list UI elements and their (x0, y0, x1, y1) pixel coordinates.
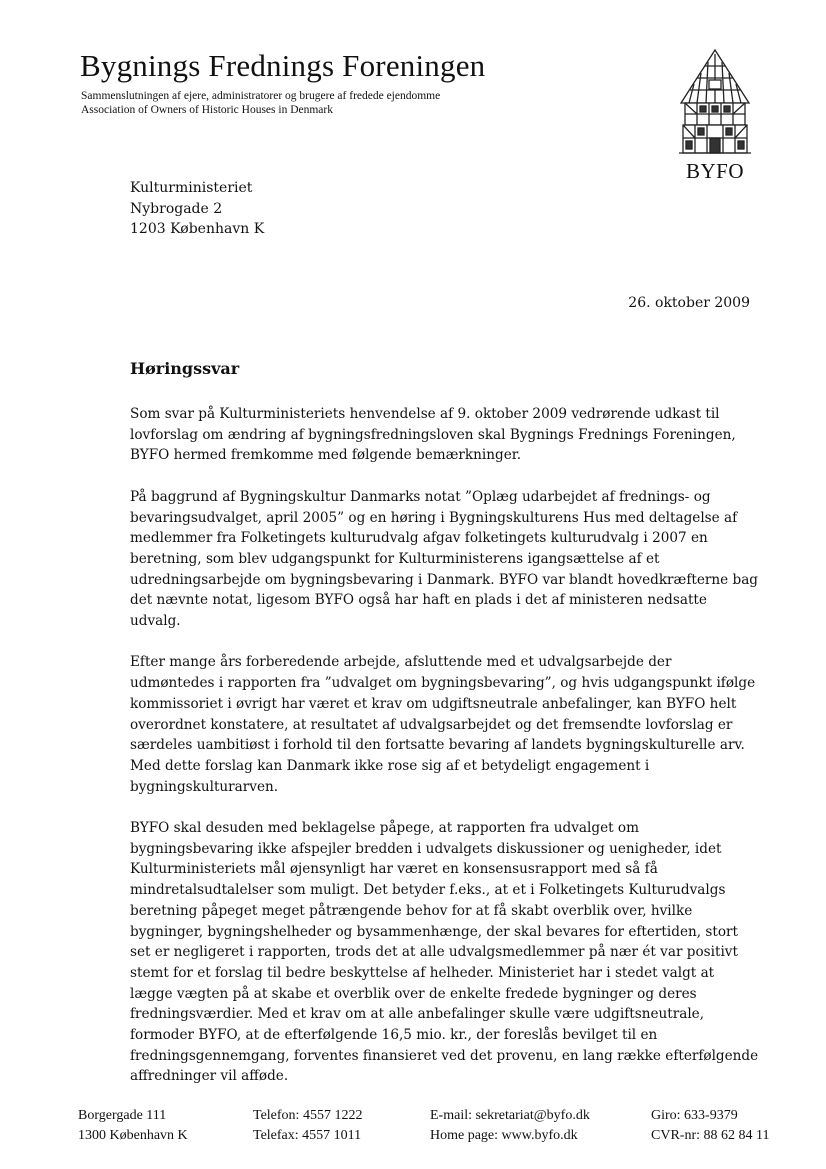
letter-subject: Høringssvar (130, 359, 240, 378)
organization-name: Bygnings Frednings Foreningen (80, 48, 486, 83)
footer-homepage[interactable]: Home page: www.byfo.dk (430, 1128, 578, 1143)
letter-date: 26. oktober 2009 (628, 295, 750, 311)
footer-city: 1300 København K (78, 1128, 188, 1143)
footer-street: Borgergade 111 (78, 1108, 167, 1123)
footer-address (78, 1106, 188, 1146)
recipient-address (130, 178, 264, 240)
footer-registration (651, 1106, 769, 1146)
half-timbered-house-icon (675, 48, 755, 158)
recipient-street: Nybrogade 2 (130, 200, 223, 217)
footer-phone: Telefon: 4557 1222 (253, 1108, 363, 1123)
footer-cvr: CVR-nr: 88 62 84 11 (651, 1128, 770, 1143)
body-paragraph: BYFO skal desuden med beklagelse påpege, at rapporten fra udvalget om bygningsbevaring ikke afspejler bredden i udvalgets diskussioner og uenigheder, idet Kulturministeriets mål øjensynligt har været en konsensusrapport med så få mindretalsudtalelser som muligt. Det betyder f.eks., at et i Folketingets Kulturudvalgs beretning påpeget meget påtrængende behov for at få skabt overblik over, hvilke bygninger, bygningshelheder og bysammenhænge, der skal bevares for eftertiden, stort set er negligeret i rapporten, trods det at alle udvalgsmedlemmer på nær ét var positivt stemt for et forslag til bedre beskyttelse af helheder. Ministeriet har i stedet valgt at lægge vægten på at skabe et overblik over de enkelte fredede bygninger og deres fredningsværdier. Med et krav om at alle anbefalinger skulle være udgiftsneutrale, formoder BYFO, at de efterfølgende 16,5 mio. kr., der foreslås bevilget til en fredningsgennemgang, forventes finansieret ved det provenu, en lang række efterfølgende affredninger vil afføde. (130, 820, 759, 1085)
recipient-name: Kulturministeriet (130, 180, 253, 196)
subtitle-english: Association of Owners of Historic Houses in Denmark (81, 103, 333, 116)
logo-text: BYFO (685, 159, 745, 183)
footer-email[interactable]: E-mail: sekretariat@byfo.dk (430, 1108, 590, 1123)
footer-contact (430, 1106, 590, 1146)
footer-fax: Telefax: 4557 1011 (253, 1128, 362, 1143)
footer-giro: Giro: 633-9379 (651, 1108, 738, 1123)
organization-subtitle (81, 90, 440, 117)
body-paragraph: Som svar på Kulturministeriets henvendelse af 9. oktober 2009 vedrørende udkast til lovforslag om ændring af bygningsfredningsloven skal Bygnings Frednings Foreningen, BYFO hermed fremkomme med følgende bemærkninger. (130, 406, 736, 464)
body-paragraph: Efter mange års forberedende arbejde, afsluttende med et udvalgsarbejde der udmøntedes i rapporten fra ”udvalget om bygningsbevaring”, og hvis udgangspunkt ifølge kommissoriet i øvrigt har været et krav om udgiftsneutrale anbefalinger, kan BYFO helt overordnet konstatere, at resultatet af udvalgsarbejdet og det fremsendte lovforslag er særdeles uambitiøst i forhold til den fortsatte bevaring af landets bygningskulturelle arv. Med dette forslag kan Danmark ikke rose sig af et betydeligt engagement i bygningskulturarven. (130, 654, 756, 795)
recipient-city: 1203 København K (130, 221, 265, 237)
letter-body (130, 404, 760, 1108)
footer-phones (253, 1106, 362, 1146)
body-paragraph: På baggrund af Bygningskultur Danmarks notat ”Oplæg udarbejdet af frednings- og bevaringsudvalget, april 2005” og en høring i Bygningskulturens Hus med deltagelse af medlemmer fra Folketingets kulturudvalg afgav folketingets kulturudvalg i 2007 en beretning, som blev udgangspunkt for Kulturministerens igangsættelse af et udredningsarbejde om bygningsbevaring i Danmark. BYFO var blandt hovedkræfterne bag det nævnte notat, ligesom BYFO også har haft en plads i det af ministeren nedsatte udvalg. (130, 488, 759, 630)
byfo-logo (675, 48, 755, 183)
subtitle-danish: Sammenslutningen af ejere, administratorer og brugere af fredede ejendomme (81, 90, 441, 102)
